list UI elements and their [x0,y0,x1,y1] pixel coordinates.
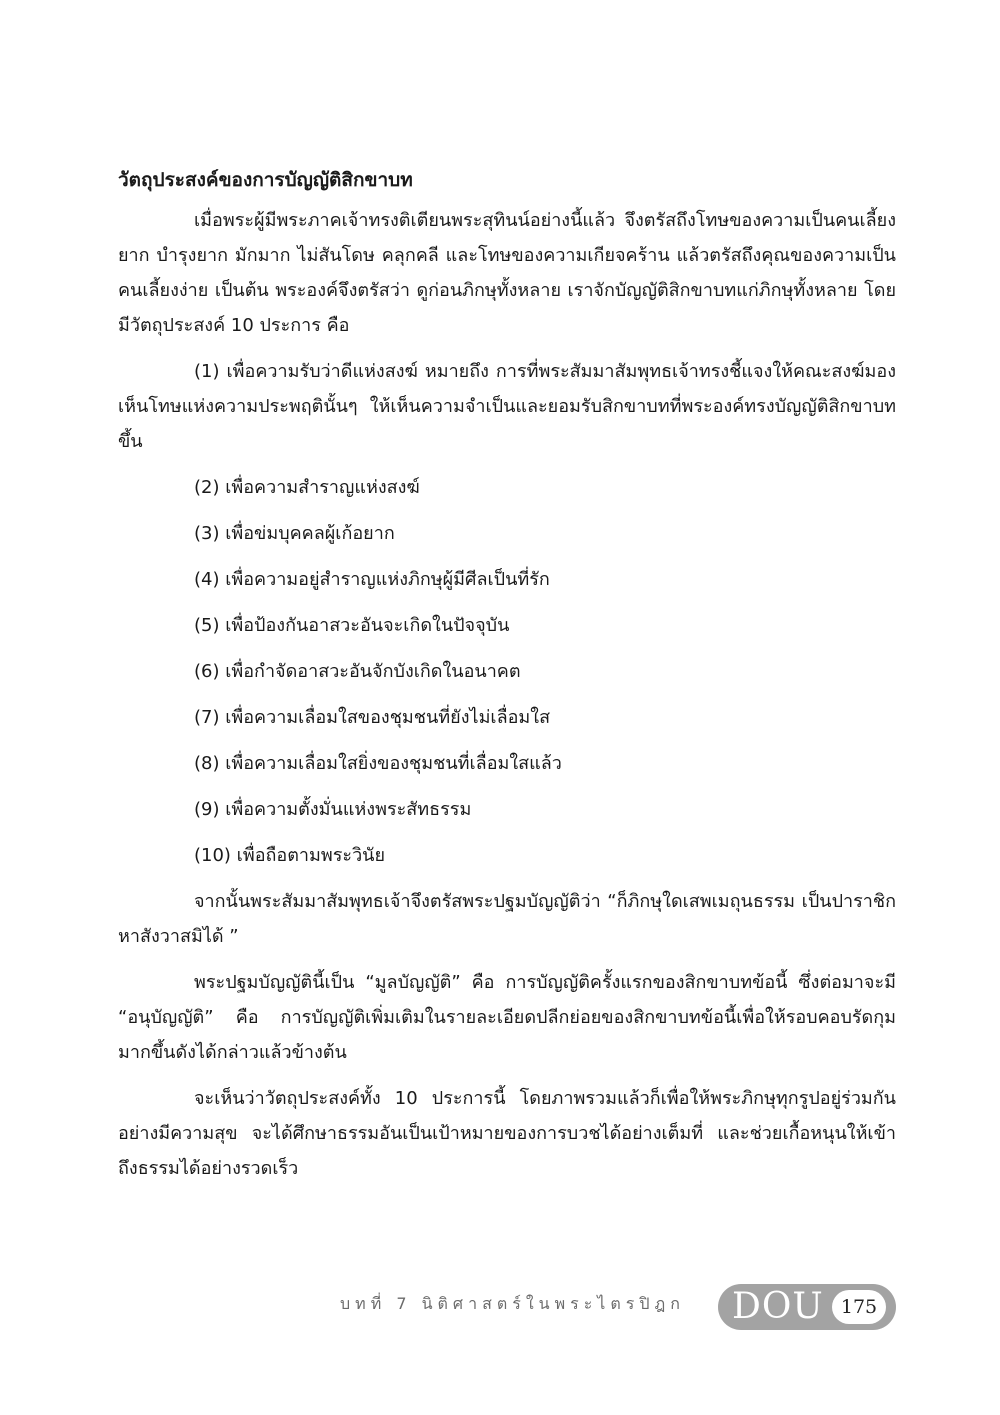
dou-badge [718,1284,896,1330]
objective-item-6: (6) เพื่อกำจัดอาสวะอันจักบังเกิดในอนาคต [194,661,521,682]
intro-paragraph: เมื่อพระผู้มีพระภาคเจ้าทรงติเตียนพระสุทินน์อย่างนี้แล้ว จึงตรัสถึงโทษของความเป็นคนเลี้ยงยาก บำรุงยาก มักมาก ไม่สันโดษ คลุกคลี และโทษของความเกียจคร้าน แล้วตรัสถึงคุณของความเป็นคนเลี้ยงง่าย เป็นต้น พระองค์จึงตรัสว่า ดูก่อนภิกษุทั้งหลาย เราจักบัญญัติสิกขาบทแก่ภิกษุทั้งหลาย โดยมีวัตถุประสงค์ 10 ประการ คือ [118,210,896,336]
objective-item-10: (10) เพื่อถือตามพระวินัย [194,845,386,866]
page-footer [340,1284,900,1330]
section-heading: วัตถุประสงค์ของการบัญญัติสิกขาบท [118,169,413,191]
proclamation-paragraph: จากนั้นพระสัมมาสัมพุทธเจ้าจึงตรัสพระปฐมบัญญัติว่า “ก็ภิกษุใดเสพเมถุนธรรม เป็นปาราชิก หาสังวาสมิได้ ” [118,891,896,947]
objective-item-8: (8) เพื่อความเลื่อมใสยิ่งของชุมชนที่เลื่อมใสแล้ว [194,753,562,774]
first-rule-paragraph: พระปฐมบัญญัตินี้เป็น “มูลบัญญัติ” คือ การบัญญัติครั้งแรกของสิกขาบทข้อนี้ ซึ่งต่อมาจะมี “อนุบัญญัติ” คือ การบัญญัติเพิ่มเติมในรายละเอียดปลีกย่อยของสิกขาบทข้อนี้เพื่อให้รอบคอบรัดกุมมากขึ้นดังได้กล่าวแล้วข้างต้น [118,972,896,1063]
page-number: 175 [832,1290,886,1324]
objective-item-7: (7) เพื่อความเลื่อมใสของชุมชนที่ยังไม่เลื่อมใส [194,707,551,728]
objective-item-3: (3) เพื่อข่มบุคคลผู้เก้อยาก [194,523,395,544]
objective-item-2: (2) เพื่อความสำราญแห่งสงฆ์ [194,477,420,498]
objective-item-5: (5) เพื่อป้องกันอาสวะอันจะเกิดในปัจจุบัน [194,615,510,636]
page-content [118,163,896,1197]
objective-item-4: (4) เพื่อความอยู่สำราญแห่งภิกษุผู้มีศีลเป็นที่รัก [194,569,550,590]
chapter-title: บทที่ 7 นิติศาสตร์ในพระไตรปิฎก [340,1294,685,1313]
objective-item-1: (1) เพื่อความรับว่าดีแห่งสงฆ์ หมายถึง การที่พระสัมมาสัมพุทธเจ้าทรงชี้แจงให้คณะสงฆ์มองเห็นโทษแห่งความประพฤตินั้นๆ ให้เห็นความจำเป็นและยอมรับสิกขาบทที่พระองค์ทรงบัญญัติสิกขาบทขึ้น [118,361,896,452]
conclusion-paragraph: จะเห็นว่าวัตถุประสงค์ทั้ง 10 ประการนี้ โดยภาพรวมแล้วก็เพื่อให้พระภิกษุทุกรูปอยู่ร่วมกันอย่างมีความสุข จะได้ศึกษาธรรมอันเป็นเป้าหมายของการบวชได้อย่างเต็มที่ และช่วยเกื้อหนุนให้เข้าถึงธรรมได้อย่างรวดเร็ว [118,1088,896,1179]
brand-logo-text: DOU [732,1286,824,1327]
objective-item-9: (9) เพื่อความตั้งมั่นแห่งพระสัทธรรม [194,799,472,820]
